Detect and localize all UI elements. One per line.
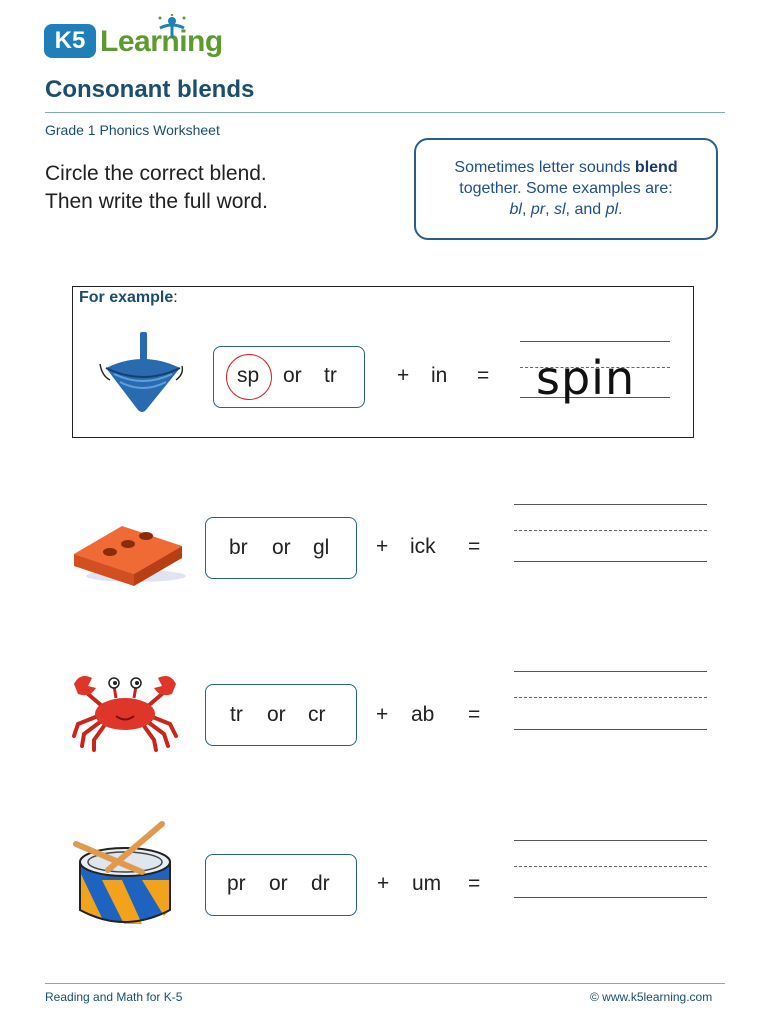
example-ending: in bbox=[431, 364, 448, 387]
q1-mid-line[interactable] bbox=[514, 530, 707, 531]
info-example-pl: pl bbox=[605, 201, 619, 218]
q1-base-line[interactable] bbox=[514, 561, 707, 562]
crab-icon bbox=[68, 670, 182, 752]
instructions bbox=[45, 160, 268, 216]
info-bold-blend: blend bbox=[634, 159, 678, 176]
info-sep: . bbox=[618, 201, 623, 218]
example-choice-b[interactable]: tr bbox=[324, 364, 337, 387]
q3-ending: um bbox=[412, 872, 442, 895]
drum-icon bbox=[72, 820, 180, 934]
spinning-top-icon bbox=[96, 330, 186, 414]
q2-top-line[interactable] bbox=[514, 671, 707, 672]
q1-plus: + bbox=[376, 535, 389, 558]
worksheet-subtitle: Grade 1 Phonics Worksheet bbox=[45, 122, 220, 138]
brick-icon bbox=[70, 506, 188, 590]
page-title: Consonant blends bbox=[45, 76, 255, 103]
example-equals: = bbox=[477, 364, 490, 387]
logo-figure-icon bbox=[152, 14, 192, 42]
instruction-line-1: Circle the correct blend. bbox=[45, 162, 267, 185]
q2-or: or bbox=[267, 703, 286, 726]
k5-learning-logo bbox=[44, 14, 223, 64]
q3-choice-a[interactable]: pr bbox=[227, 872, 246, 895]
q2-base-line[interactable] bbox=[514, 729, 707, 730]
q1-choice-b[interactable]: gl bbox=[313, 536, 330, 559]
example-label bbox=[79, 289, 178, 307]
title-divider bbox=[45, 112, 725, 113]
example-colon: : bbox=[173, 289, 178, 306]
q2-mid-line[interactable] bbox=[514, 697, 707, 698]
info-sep: , bbox=[545, 201, 554, 218]
example-plus: + bbox=[397, 364, 410, 387]
q1-choice-a[interactable]: br bbox=[229, 536, 248, 559]
footer-website-link[interactable]: © www.k5learning.com bbox=[590, 990, 713, 1004]
example-choice-a[interactable]: sp bbox=[237, 364, 260, 387]
info-text-1: Sometimes letter sounds bbox=[454, 159, 635, 176]
q1-ending: ick bbox=[410, 535, 436, 558]
q2-choice-a[interactable]: tr bbox=[230, 703, 243, 726]
example-label-text: For example bbox=[79, 289, 174, 306]
example-top-line bbox=[520, 341, 670, 342]
info-sep: , and bbox=[565, 201, 606, 218]
info-sep: , bbox=[521, 201, 531, 218]
logo-k5-badge: K5 bbox=[44, 24, 96, 58]
q3-mid-line[interactable] bbox=[514, 866, 707, 867]
logo-wordmark: Learning bbox=[100, 25, 223, 58]
example-answer: spin bbox=[536, 351, 636, 405]
q2-ending: ab bbox=[411, 703, 435, 726]
footer-divider bbox=[45, 983, 725, 984]
q1-equals: = bbox=[468, 535, 481, 558]
info-box bbox=[414, 138, 718, 240]
q2-choice-b[interactable]: cr bbox=[308, 703, 326, 726]
info-example-sl: sl bbox=[553, 201, 566, 218]
q3-base-line[interactable] bbox=[514, 897, 707, 898]
example-or: or bbox=[283, 364, 302, 387]
q1-or: or bbox=[272, 536, 291, 559]
q3-equals: = bbox=[468, 872, 481, 895]
q3-or: or bbox=[269, 872, 288, 895]
q3-choice-b[interactable]: dr bbox=[311, 872, 330, 895]
info-example-bl: bl bbox=[509, 201, 522, 218]
info-example-pr: pr bbox=[530, 201, 546, 218]
q2-plus: + bbox=[376, 703, 389, 726]
footer-tagline: Reading and Math for K-5 bbox=[45, 990, 183, 1004]
q2-equals: = bbox=[468, 703, 481, 726]
info-text-2: together. Some examples are: bbox=[459, 180, 673, 197]
q1-top-line[interactable] bbox=[514, 504, 707, 505]
q3-plus: + bbox=[377, 872, 390, 895]
instruction-line-2: Then write the full word. bbox=[45, 190, 268, 213]
q3-top-line[interactable] bbox=[514, 840, 707, 841]
